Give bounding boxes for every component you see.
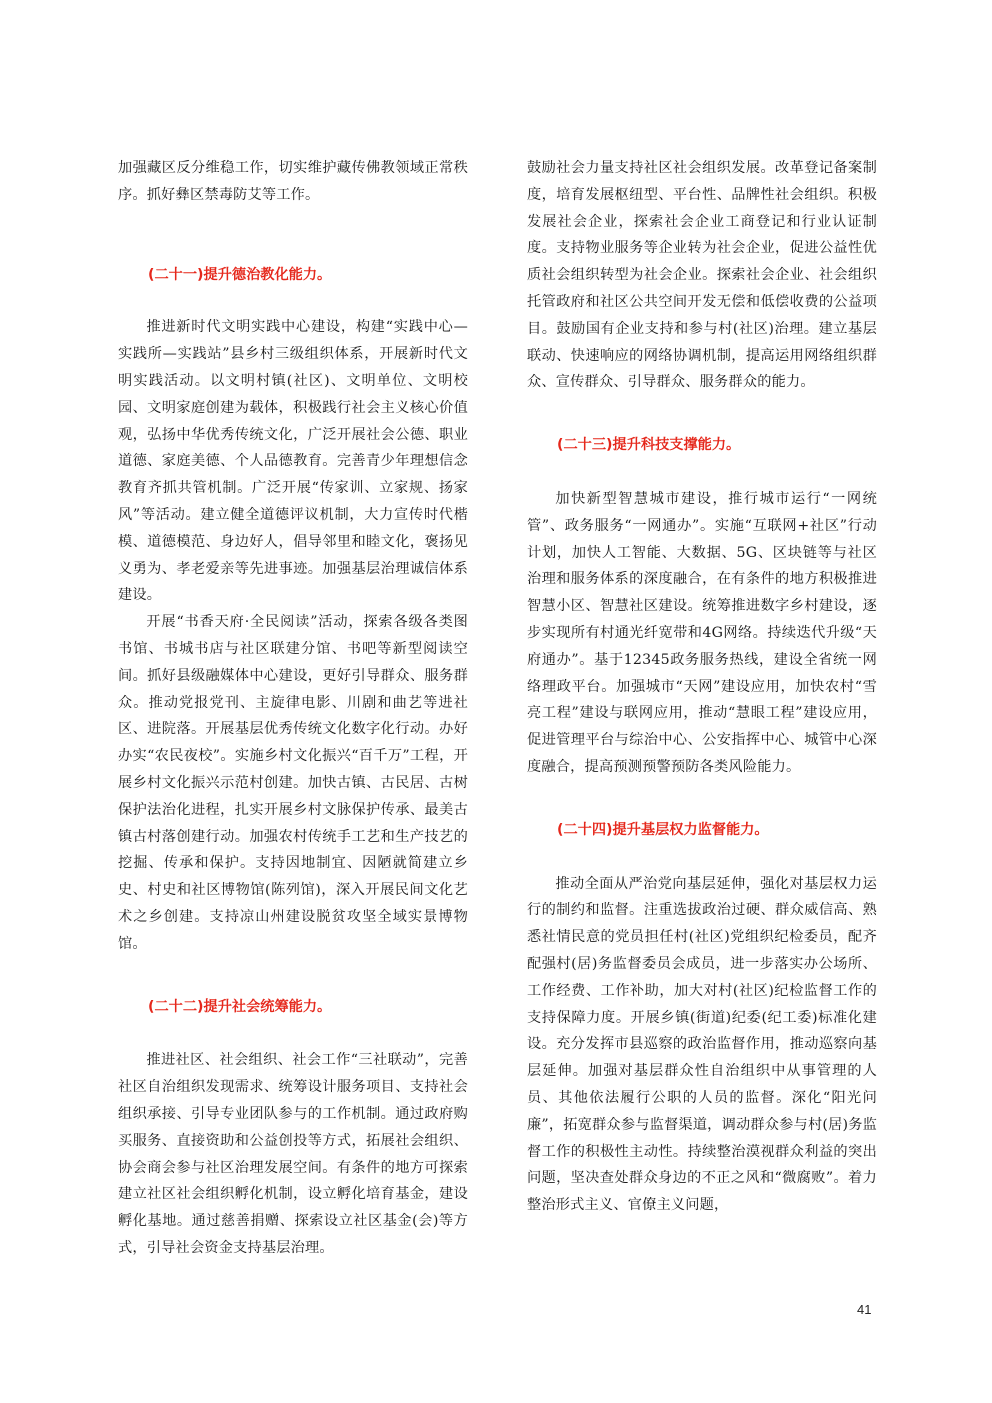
paragraph-social-coordination: 推进社区、社会组织、社会工作“三社联动”，完善社区自治组织发现需求、统筹设计服务项目、支持社会组织承接、引导专业团队参与的工作机制。通过政府购买服务、直接资助和公益创投等方式，拓展社会组织、协会商会参与社区治理发展空间。有条件的地方可探索建立社区社会组织孵化机制，设立孵化培育基金，建设孵化基地。通过慈善捐赠、探索设立社区基金(会)等方式，引导社会资金支持基层治理。 [118,1052,468,1256]
paragraph-tibetan-stability: 加强藏区反分维稳工作，切实维护藏传佛教领域正常秩序。抓好彝区禁毒防艾等工作。 [118,160,468,203]
paragraph-social-organizations: 鼓励社会力量支持社区社会组织发展。改革登记备案制度，培育发展枢纽型、平台性、品牌性社会组织。积极发展社会企业，探索社会企业工商登记和行业认证制度。支持物业服务等企业转为社会企业，促进公益性优质社会组织转型为社会企业。探索社会企业、社会组织托管政府和社区公共空间开发无偿和低偿收费的公益项目。鼓励国有企业支持和参与村(社区)治理。建立基层联动、快速响应的网络协调机制，提高运用网络组织群众、宣传群众、引导群众、服务群众的能力。 [527,160,877,391]
section-heading-23: (二十三)提升科技支撑能力。 [557,437,741,454]
paragraph-power-supervision: 推动全面从严治党向基层延伸，强化对基层权力运行的制约和监督。注重选拔政治过硬、群众威信高、熟悉社情民意的党员担任村(社区)党组织纪检委员，配齐配强村(居)务监督委员会成员，进一步落实办公场所、工作经费、工作补助，加大对村(社区)纪检监督工作的支持保障力度。开展乡镇(街道)纪委(纪工委)标准化建设。充分发挥市县巡察的政治监督作用，推动巡察向基层延伸。加强对基层群众性自治组织中从事管理的人员、其他依法履行公职的人员的监督。深化“阳光问廉”，拓宽群众参与监督渠道，调动群众参与村(居)务监督工作的积极性主动性。持续整治漠视群众利益的突出问题，坚决查处群众身边的不正之风和“微腐败”。着力整治形式主义、官僚主义问题， [527,875,877,1214]
section-heading-22: (二十二)提升社会统筹能力。 [148,998,332,1015]
right-column [527,155,877,1219]
section-heading-24: (二十四)提升基层权力监督能力。 [557,821,769,838]
paragraph-smart-city: 加快新型智慧城市建设，推行城市运行“一网统管”、政务服务“一网通办”。实施“互联网+社区”行动计划，加快人工智能、大数据、5G、区块链等与社区治理和服务体系的深度融合，在有条件的地方积极推进智慧小区、智慧社区建设。统筹推进数字乡村建设，逐步实现所有村通光纤宽带和4G网络。持续迭代升级“天府通办”。基于12345政务服务热线，建设全省统一网络理政平台。加强城市“天网”建设应用，加快农村“雪亮工程”建设与联网应用，推动“慧眼工程”建设应用，促进管理平台与综治中心、公安指挥中心、城管中心深度融合，提高预测预警预防各类风险能力。 [527,490,877,775]
left-column [118,155,468,1262]
section-heading-21: (二十一)提升德治教化能力。 [148,266,332,283]
paragraph-reading-culture: 开展“书香天府·全民阅读”活动，探索各级各类图书馆、书城书店与社区联建分馆、书吧等新型阅读空间。抓好县级融媒体中心建设，更好引导群众、服务群众。推动党报党刊、主旋律电影、川剧和曲艺等进社区、进院落。开展基层优秀传统文化数字化行动。办好办实“农民夜校”。实施乡村文化振兴“百千万”工程，开展乡村文化振兴示范村创建。加快古镇、古民居、古树保护法治化进程，扎实开展乡村文脉保护传承、最美古镇古村落创建行动。加强农村传统手工艺和生产技艺的挖掘、传承和保护。支持因地制宜、因陋就简建立乡史、村史和社区博物馆(陈列馆)，深入开展民间文化艺术之乡创建。支持凉山州建设脱贫攻坚全域实景博物馆。 [118,614,468,952]
page-number: 41 [857,1302,872,1317]
paragraph-civilization-practice: 推进新时代文明实践中心建设，构建“实践中心—实践所—实践站”县乡村三级组织体系，开展新时代文明实践活动。以文明村镇(社区)、文明单位、文明校园、文明家庭创建为载体，积极践行社会主义核心价值观，弘扬中华优秀传统文化，广泛开展社会公德、职业道德、家庭美德、个人品德教育。完善青少年理想信念教育齐抓共管机制。广泛开展“传家训、立家规、扬家风”等活动。建立健全道德评议机制，大力宣传时代楷模、道德模范、身边好人，倡导邻里和睦文化，褒扬见义勇为、孝老爱亲等先进事迹。加强基层治理诚信体系建设。 [118,319,468,604]
